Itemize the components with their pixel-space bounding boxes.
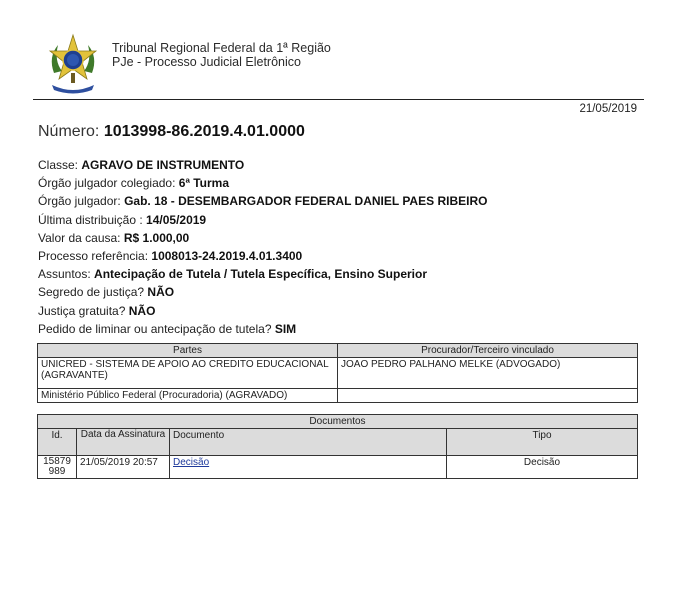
field-orgao-julgador: Órgão julgador: Gab. 18 - DESEMBARGADOR FEDERAL DANIEL PAES RIBEIRO — [38, 194, 488, 209]
document-date: 21/05/2019 — [579, 103, 637, 115]
doc-id-cell: 15879989 — [38, 456, 77, 479]
procurador-header: Procurador/Terceiro vinculado — [338, 344, 638, 358]
process-number-label: Número: — [38, 123, 100, 140]
system-name: PJe - Processo Judicial Eletrônico — [112, 55, 301, 69]
field-valor-causa: Valor da causa: R$ 1.000,00 — [38, 230, 190, 245]
documento-header: Documento — [170, 429, 447, 456]
document-header — [44, 33, 644, 97]
process-number-value: 1013998-86.2019.4.01.0000 — [103, 123, 305, 140]
documentos-table — [37, 414, 638, 479]
parte-cell: Ministério Público Federal (Procuradoria) (AGRAVADO) — [38, 389, 338, 403]
doc-data-cell: 21/05/2019 20:57 — [77, 456, 170, 479]
court-name: Tribunal Regional Federal da 1ª Região — [112, 41, 331, 55]
procurador-cell — [338, 389, 638, 403]
field-justica-gratuita: Justiça gratuita? NÃO — [38, 303, 156, 318]
documento-link[interactable]: Decisão — [173, 457, 210, 468]
field-segredo-justica: Segredo de justiça? NÃO — [38, 285, 175, 300]
doc-documento-cell — [170, 456, 447, 479]
field-ultima-distribuicao: Última distribuição : 14/05/2019 — [38, 212, 207, 227]
tipo-header: Tipo — [447, 429, 638, 456]
brazil-coat-of-arms-icon — [44, 33, 102, 95]
parte-cell: UNICRED - SISTEMA DE APOIO AO CREDITO EDUCACIONAL (AGRAVANTE) — [38, 358, 338, 389]
procurador-cell: JOAO PEDRO PALHANO MELKE (ADVOGADO) — [338, 358, 638, 389]
documentos-title: Documentos — [38, 415, 638, 429]
field-assuntos: Assuntos: Antecipação de Tutela / Tutela Específica, Ensino Superior — [38, 267, 428, 282]
partes-header: Partes — [38, 344, 338, 358]
field-classe: Classe: AGRAVO DE INSTRUMENTO — [38, 158, 245, 172]
data-assinatura-header: Data da Assinatura — [77, 429, 170, 456]
doc-tipo-cell: Decisão — [447, 456, 638, 479]
id-header: Id. — [38, 429, 77, 456]
table-row — [38, 456, 638, 479]
field-pedido-liminar: Pedido de liminar ou antecipação de tutela? SIM — [38, 321, 297, 336]
field-processo-referencia: Processo referência: 1008013-24.2019.4.01.3400 — [38, 249, 303, 264]
partes-table — [37, 343, 638, 403]
header-divider — [33, 99, 644, 100]
table-row — [38, 358, 638, 389]
table-row — [38, 389, 638, 403]
field-orgao-colegiado: Órgão julgador colegiado: 6ª Turma — [38, 176, 230, 191]
process-fields — [38, 156, 487, 338]
process-number — [38, 123, 305, 141]
